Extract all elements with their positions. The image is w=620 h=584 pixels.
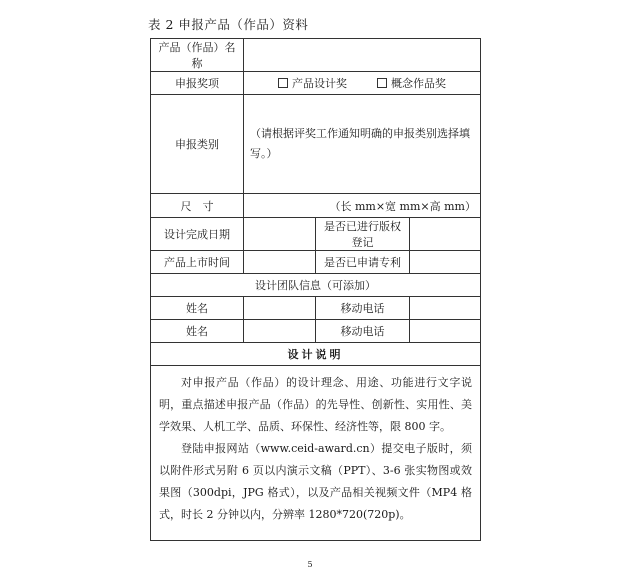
size-label: 尺 寸 bbox=[151, 194, 244, 218]
table-row bbox=[151, 320, 481, 343]
table-row bbox=[151, 218, 481, 251]
table-row bbox=[151, 297, 481, 320]
design-date-label: 设计完成日期 bbox=[151, 218, 244, 251]
category-label: 申报类别 bbox=[151, 95, 244, 194]
market-date-field[interactable] bbox=[244, 251, 316, 274]
table-row bbox=[151, 72, 481, 95]
table-row bbox=[151, 39, 481, 72]
award-options bbox=[244, 72, 481, 95]
member-name-label: 姓名 bbox=[151, 297, 244, 320]
patent-label: 是否已申请专利 bbox=[316, 251, 410, 274]
product-info-table bbox=[150, 38, 481, 541]
patent-field[interactable] bbox=[410, 251, 481, 274]
design-date-field[interactable] bbox=[244, 218, 316, 251]
product-name-label: 产品（作品）名称 bbox=[151, 39, 244, 72]
member-phone-label: 移动电话 bbox=[316, 297, 410, 320]
description-header: 设计说明 bbox=[151, 343, 481, 366]
member-phone-field[interactable] bbox=[410, 320, 481, 343]
member-phone-label: 移动电话 bbox=[316, 320, 410, 343]
table-row bbox=[151, 95, 481, 194]
award-option-product[interactable] bbox=[278, 75, 347, 91]
copyright-label: 是否已进行版权登记 bbox=[316, 218, 410, 251]
page-number: 5 bbox=[307, 560, 313, 569]
table-row bbox=[151, 194, 481, 218]
table-caption: 表 2 申报产品（作品）资料 bbox=[148, 17, 309, 32]
member-name-field[interactable] bbox=[244, 320, 316, 343]
table-row bbox=[151, 251, 481, 274]
award-option-concept[interactable] bbox=[377, 75, 446, 91]
product-name-field[interactable] bbox=[244, 39, 481, 72]
table-row bbox=[151, 366, 481, 541]
table-row bbox=[151, 343, 481, 366]
award-option-label: 概念作品奖 bbox=[391, 77, 446, 90]
description-paragraph: 登陆申报网站（www.ceid-award.cn）提交电子版时，须以附件形式另附 6 页以内演示文稿（PPT）、3-6 张实物图或效果图（300dpi，JPG 格式），以及产品相关视频文件（MP4 格式，时长 2 分钟以内，分辨率 1280*720(720p)。 bbox=[159, 442, 472, 521]
member-name-label: 姓名 bbox=[151, 320, 244, 343]
size-note[interactable]: （长 mm×宽 mm×高 mm） bbox=[244, 194, 481, 218]
award-label: 申报奖项 bbox=[151, 72, 244, 95]
description-paragraph: 对申报产品（作品）的设计理念、用途、功能进行文字说明，重点描述申报产品（作品）的先导性、创新性、实用性、美学效果、人机工学、品质、环保性、经济性等，限 800 字。 bbox=[159, 376, 472, 433]
table-row bbox=[151, 274, 481, 297]
award-option-label: 产品设计奖 bbox=[292, 77, 347, 90]
market-date-label: 产品上市时间 bbox=[151, 251, 244, 274]
member-name-field[interactable] bbox=[244, 297, 316, 320]
team-header: 设计团队信息（可添加） bbox=[151, 274, 481, 297]
member-phone-field[interactable] bbox=[410, 297, 481, 320]
category-note[interactable]: （请根据评奖工作通知明确的申报类别选择填写。） bbox=[244, 95, 481, 194]
description-body[interactable] bbox=[151, 366, 481, 541]
copyright-field[interactable] bbox=[410, 218, 481, 251]
checkbox-icon[interactable] bbox=[377, 78, 387, 88]
checkbox-icon[interactable] bbox=[278, 78, 288, 88]
